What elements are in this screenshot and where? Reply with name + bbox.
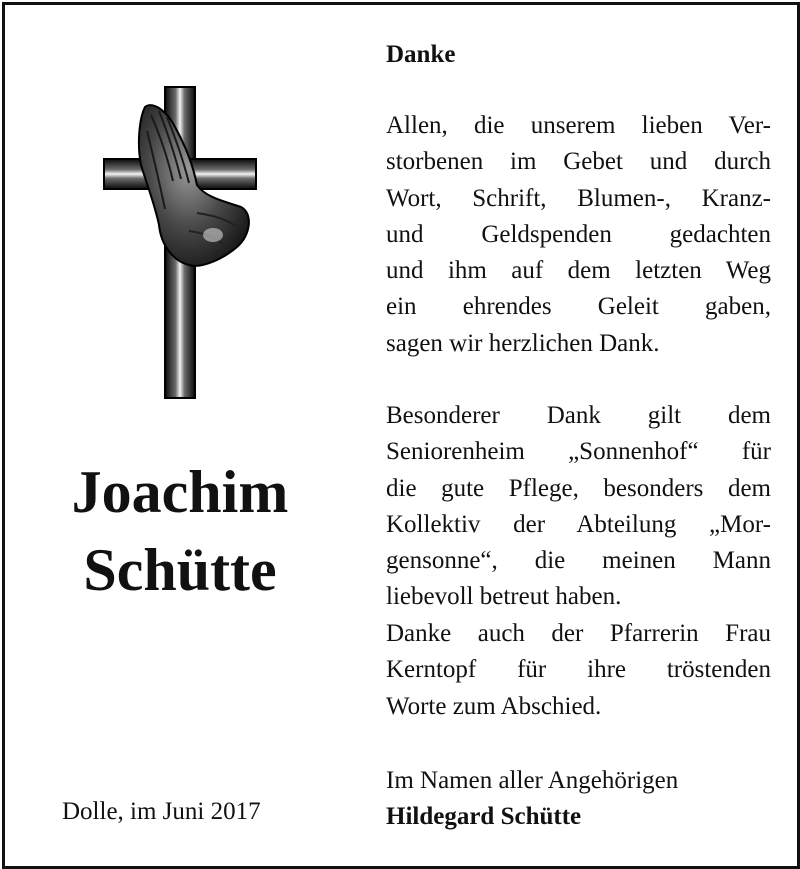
text-line: Kerntopf für ihre tröstenden: [386, 656, 771, 684]
special-thanks-paragraph: [386, 398, 771, 616]
text-line: ein ehrendes Geleit gaben,: [386, 293, 771, 321]
text-line: Besonderer Dank gilt dem: [386, 402, 771, 429]
text-line: Allen, die unserem lieben Ver-: [386, 112, 771, 139]
deceased-first-name: Joachim: [71, 459, 289, 525]
text-line: storbenen im Gebet und durch: [386, 148, 771, 176]
text-line: sagen wir herzlichen Dank.: [386, 329, 660, 357]
text-line: liebevoll betreut haben.: [386, 583, 622, 611]
text-line: Worte zum Abschied.: [386, 692, 602, 720]
deceased-last-name: Schütte: [83, 537, 277, 603]
text-line: Danke auch der Pfarrerin Frau: [386, 620, 771, 647]
signoff-line: Im Namen aller Angehörigen: [386, 767, 679, 794]
obituary-notice: [2, 2, 800, 869]
text-line: Wort, Schrift, Blumen-, Kranz-: [386, 184, 771, 212]
text-line: Kollektiv der Abteilung „Mor-: [386, 510, 771, 538]
pastor-thanks-paragraph: [386, 616, 771, 725]
place-date: Dolle, im Juni 2017: [62, 798, 261, 825]
cross-with-praying-hands-icon: [101, 85, 261, 400]
text-line: Seniorenheim „Sonnenhof“ für: [386, 438, 771, 466]
heading: Danke: [386, 41, 456, 68]
text-line: und ihm auf dem letzten Weg: [386, 257, 771, 285]
text-line: und Geldspenden gedachten: [386, 220, 771, 248]
thanks-paragraph: [386, 108, 771, 362]
text-line: die gute Pflege, besonders dem: [386, 474, 771, 502]
signoff: [386, 763, 771, 836]
text-line: gensonne“, die meinen Mann: [386, 547, 771, 575]
signer-name: Hildegard Schütte: [386, 803, 582, 831]
